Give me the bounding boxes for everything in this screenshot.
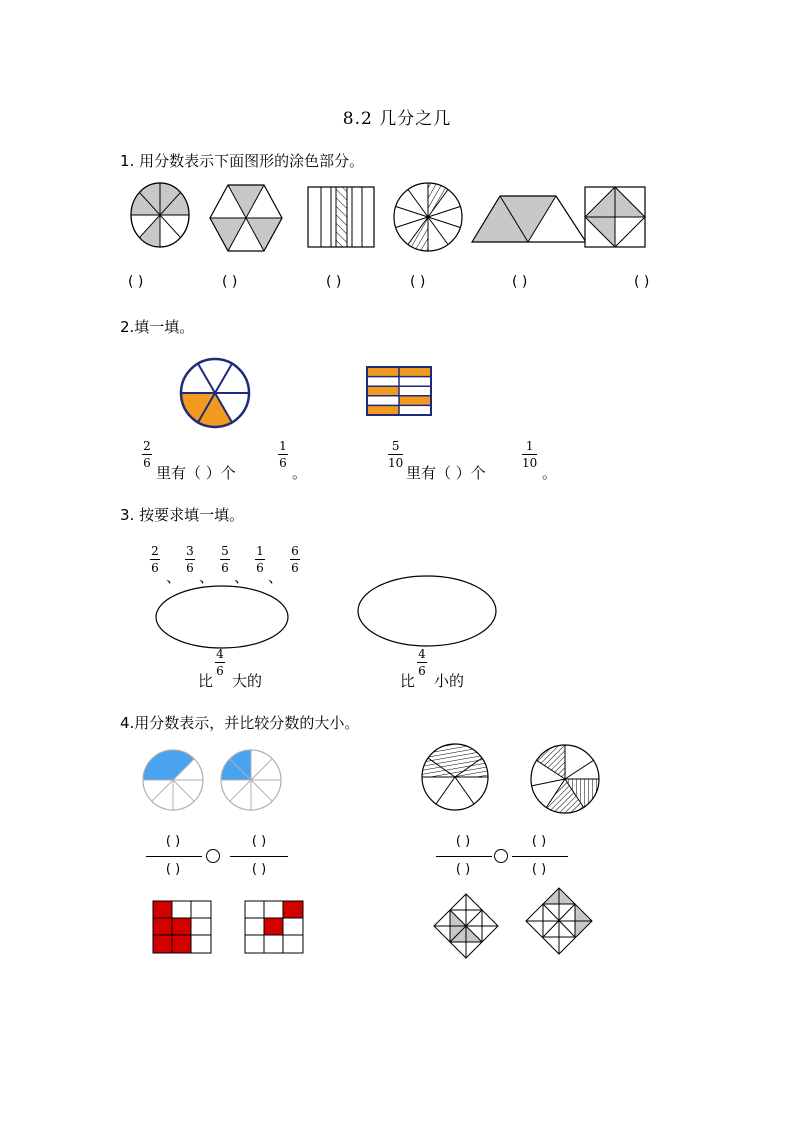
q1-circle-tenths-figure (392, 180, 464, 254)
q3-greater-prefix: 比 (198, 672, 214, 690)
q3-greater-suffix: 大的 (232, 672, 263, 690)
q2-rectangle-tenths-figure (366, 366, 432, 416)
denominator: 10 (522, 456, 538, 470)
fraction-bar (278, 454, 288, 455)
q1-square-diamond-figure (584, 186, 646, 248)
q4-diamond-2 (524, 886, 594, 956)
numerator: 6 (291, 544, 299, 558)
numerator: 5 (391, 439, 400, 453)
denominator: 6 (418, 664, 426, 678)
q3-less-prefix: 比 (400, 672, 416, 690)
denominator: 10 (388, 456, 404, 470)
denominator: 6 (186, 561, 194, 575)
q3-fraction (290, 545, 300, 575)
numerator: 4 (216, 647, 224, 661)
numerator: 2 (143, 439, 151, 453)
fraction-bar (150, 559, 160, 560)
fraction-bar (220, 559, 230, 560)
q1-answer-blank[interactable]: ( ) (634, 274, 650, 290)
question-2-label: 2.填一填。 (120, 318, 195, 336)
q3-separator: 、 (268, 568, 284, 586)
q3-fraction (150, 545, 160, 575)
q1-strips-figure (307, 186, 375, 248)
denominator: 6 (291, 561, 299, 575)
denominator: 6 (143, 456, 151, 470)
page-title: 8.2 几分之几 (342, 109, 452, 129)
numerator: 4 (418, 647, 426, 661)
q2-right-text: 里有（ ）个 (406, 464, 486, 482)
fraction-bar (290, 559, 300, 560)
q2-left-text: 里有（ ）个 (156, 464, 236, 482)
q4-left-denominator-1[interactable]: ( ) (165, 862, 181, 877)
q4-right-numerator-1[interactable]: ( ) (455, 834, 471, 849)
numerator: 1 (256, 544, 264, 558)
q3-greater-fraction (215, 648, 225, 678)
question-3-label: 3. 按要求填一填。 (120, 506, 245, 524)
q2-right-fraction-b (522, 440, 537, 470)
q3-fraction (220, 545, 230, 575)
q3-fraction (255, 545, 265, 575)
fraction-bar (255, 559, 265, 560)
fraction-bar (388, 454, 403, 455)
q1-answer-blank[interactable]: ( ) (512, 274, 528, 290)
q4-left-numerator-1[interactable]: ( ) (165, 834, 181, 849)
numerator: 5 (221, 544, 229, 558)
numerator: 3 (186, 544, 194, 558)
q4-fraction-line (436, 856, 492, 857)
q1-circle-eighths-figure (128, 180, 192, 250)
q2-left-fraction-b (278, 440, 288, 470)
q4-fraction-line (512, 856, 568, 857)
numerator: 1 (279, 439, 287, 453)
fraction-bar (417, 662, 427, 663)
fraction-bar (522, 454, 537, 455)
q2-right-period: 。 (542, 464, 558, 482)
q4-blue-circle-1 (141, 748, 205, 812)
q2-circle-sixths-figure (178, 356, 252, 430)
q3-separator: 、 (234, 568, 250, 586)
q4-left-numerator-2[interactable]: ( ) (251, 834, 267, 849)
q4-blue-circle-2 (219, 748, 283, 812)
q4-red-grid-1 (152, 900, 212, 954)
q4-fraction-line (230, 856, 288, 857)
q4-fraction-line (146, 856, 202, 857)
q4-compare-circle[interactable] (205, 848, 221, 864)
q3-less-suffix: 小的 (434, 672, 465, 690)
q1-answer-blank[interactable]: ( ) (410, 274, 426, 290)
question-1-label: 1. 用分数表示下面图形的涂色部分。 (120, 152, 365, 170)
numerator: 1 (525, 439, 534, 453)
q4-left-denominator-2[interactable]: ( ) (251, 862, 267, 877)
denominator: 6 (151, 561, 159, 575)
q1-hexagon-figure (208, 182, 284, 254)
q3-separator: 、 (199, 568, 215, 586)
q3-separator: 、 (166, 568, 182, 586)
q3-less-fraction (417, 648, 427, 678)
q1-answer-blank[interactable]: ( ) (222, 274, 238, 290)
q3-less-ellipse[interactable] (356, 574, 498, 648)
q2-left-period: 。 (292, 464, 308, 482)
denominator: 6 (221, 561, 229, 575)
fraction-bar (215, 662, 225, 663)
q1-answer-blank[interactable]: ( ) (128, 274, 144, 290)
q4-right-numerator-2[interactable]: ( ) (531, 834, 547, 849)
question-4-label: 4.用分数表示，并比较分数的大小。 (120, 714, 360, 732)
denominator: 6 (216, 664, 224, 678)
q2-right-fraction-a (388, 440, 403, 470)
q4-diamond-1 (432, 892, 500, 960)
q2-left-fraction-a (142, 440, 152, 470)
q3-fraction (185, 545, 195, 575)
numerator: 2 (151, 544, 159, 558)
q4-hatched-circle-1 (420, 742, 490, 812)
fraction-bar (185, 559, 195, 560)
fraction-bar (142, 454, 152, 455)
q1-trapezoid-figure (470, 194, 588, 244)
q4-right-denominator-1[interactable]: ( ) (455, 862, 471, 877)
q4-right-denominator-2[interactable]: ( ) (531, 862, 547, 877)
q1-answer-blank[interactable]: ( ) (326, 274, 342, 290)
denominator: 6 (279, 456, 287, 470)
q4-hatched-circle-2 (528, 742, 602, 816)
q3-greater-ellipse[interactable] (154, 584, 290, 650)
q4-compare-circle[interactable] (493, 848, 509, 864)
q4-red-grid-2 (244, 900, 304, 954)
denominator: 6 (256, 561, 264, 575)
